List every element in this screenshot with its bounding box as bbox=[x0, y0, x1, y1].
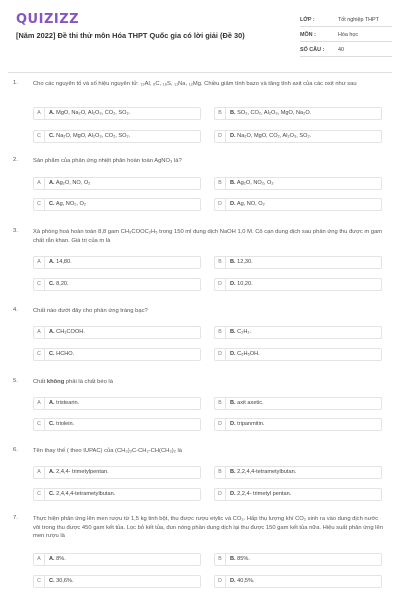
option-prefix: C. bbox=[49, 201, 55, 207]
option-prefix: D. bbox=[230, 351, 236, 357]
option-prefix: A. bbox=[49, 469, 55, 475]
option-letter: A bbox=[34, 108, 45, 119]
option-b[interactable] bbox=[214, 256, 382, 269]
option-prefix: C. bbox=[49, 281, 55, 287]
option-letter: C bbox=[34, 576, 45, 587]
option-letter: D bbox=[215, 279, 226, 290]
question-text-before: Chất bbox=[33, 379, 47, 385]
option-a[interactable] bbox=[33, 177, 201, 190]
meta-count-row bbox=[300, 43, 392, 57]
option-d[interactable] bbox=[214, 130, 382, 143]
option-c[interactable] bbox=[33, 418, 201, 431]
option-prefix: A. bbox=[49, 259, 55, 265]
meta-count-key: SỐ CÂU : bbox=[300, 47, 325, 53]
option-letter: D bbox=[215, 576, 226, 587]
question-text: Xà phòng hoá hoàn toàn 8,8 gam CH₃COOC₂H₅ trong 150 ml dung dịch NaOH 1,0 M. Cô cạn dung dịch sau phản ứng thu được m gam chất rắn khan. Giá trị của m là bbox=[33, 229, 383, 244]
option-c[interactable] bbox=[33, 348, 201, 361]
option-c[interactable] bbox=[33, 488, 201, 501]
meta-class-key: LỚP : bbox=[300, 17, 315, 23]
option-b[interactable] bbox=[214, 177, 382, 190]
option-text: 12,30. bbox=[237, 259, 253, 265]
option-b[interactable] bbox=[214, 326, 382, 339]
option-text: C₂H₂. bbox=[237, 329, 252, 335]
option-letter: A bbox=[34, 257, 45, 268]
meta-subject-value: Hóa học bbox=[338, 32, 359, 38]
option-text: 85%. bbox=[237, 556, 250, 562]
option-prefix: C. bbox=[49, 421, 55, 427]
option-c[interactable] bbox=[33, 278, 201, 291]
option-letter: B bbox=[215, 257, 226, 268]
option-prefix: A. bbox=[49, 400, 55, 406]
option-prefix: A. bbox=[49, 110, 55, 116]
option-letter: D bbox=[215, 131, 226, 142]
option-text: 2,2,4- trimetyl pentan. bbox=[237, 491, 292, 497]
option-text: 8,20. bbox=[56, 281, 69, 287]
option-prefix: A. bbox=[49, 556, 55, 562]
option-b[interactable] bbox=[214, 107, 382, 120]
option-d[interactable] bbox=[214, 198, 382, 211]
option-letter: C bbox=[34, 489, 45, 500]
option-text: Na₂O, MgO, Al₂O₃, CO₂, SO₂. bbox=[56, 133, 131, 139]
meta-count-value: 40 bbox=[338, 47, 344, 53]
question-text: Tên thay thế ( theo IUPAC) của (CH₃)₃C-CH₂-CH(CH₃)₂ là bbox=[33, 448, 183, 454]
option-text: Ag, NO₂, O₂ bbox=[55, 201, 86, 207]
question-number: 1. bbox=[13, 80, 18, 86]
question-number: 6. bbox=[13, 447, 18, 453]
option-prefix: B. bbox=[230, 180, 236, 186]
option-b[interactable] bbox=[214, 397, 382, 410]
question-text: Thực hiện phản ứng lên men rượu từ 1,5 kg tinh bột, thu được rượu etylic và CO₂. Hấp thụ lượng khí CO₂ sinh ra vào dung dịch nước vôi trong thu được 450 gam kết tủa. Lọc bỏ kết tủa, đun nóng phần dung dịch lại thu được 150 gam kết tủa nữa. Hiệu suất phản ứng lên men rượu là bbox=[33, 516, 383, 540]
option-d[interactable] bbox=[214, 488, 382, 501]
question-number: 7. bbox=[13, 515, 18, 521]
meta-subject-row bbox=[300, 28, 392, 42]
option-letter: B bbox=[215, 178, 226, 189]
option-text: Na₂O, MgO, CO₂, Al₂O₃, SO₂. bbox=[237, 133, 312, 139]
option-text: 8%. bbox=[56, 556, 66, 562]
option-a[interactable] bbox=[33, 256, 201, 269]
option-letter: D bbox=[215, 419, 226, 430]
question-text-emphasis: không bbox=[46, 379, 65, 385]
question-number: 2. bbox=[13, 157, 18, 163]
option-letter: C bbox=[34, 131, 45, 142]
option-prefix: B. bbox=[230, 400, 236, 406]
option-b[interactable] bbox=[214, 553, 382, 566]
option-prefix: B. bbox=[230, 110, 236, 116]
option-text: 30,6%. bbox=[56, 578, 74, 584]
option-prefix: A. bbox=[49, 329, 55, 335]
option-letter: C bbox=[34, 199, 45, 210]
option-text: Ag, NO, O₂ bbox=[236, 201, 265, 207]
option-text: C₆H₅OH. bbox=[237, 351, 260, 357]
option-letter: A bbox=[34, 398, 45, 409]
option-letter: C bbox=[34, 349, 45, 360]
option-letter: C bbox=[34, 279, 45, 290]
option-letter: D bbox=[215, 489, 226, 500]
option-prefix: D. bbox=[230, 578, 236, 584]
worksheet-header bbox=[0, 0, 400, 74]
option-text: tripanmitin. bbox=[237, 421, 265, 427]
question-text: Cho các nguyên tố và số hiệu nguyên tử: ₁₃Al, ₆C, ₁₆S, ₁₁Na, ₁₂Mg. Chiều giảm tính bazo và tăng tính axit của các oxit như sau bbox=[33, 81, 357, 87]
option-letter: B bbox=[215, 398, 226, 409]
option-a[interactable] bbox=[33, 553, 201, 566]
option-text: 2,2,4,4-tetrametylbutan. bbox=[237, 469, 297, 475]
option-letter: C bbox=[34, 419, 45, 430]
option-text: 2,4,4,4-tetrametylbutan. bbox=[56, 491, 116, 497]
meta-class-row bbox=[300, 13, 392, 27]
option-c[interactable] bbox=[33, 130, 201, 143]
option-prefix: A. bbox=[49, 180, 55, 186]
option-prefix: B. bbox=[230, 259, 236, 265]
option-letter: A bbox=[34, 178, 45, 189]
option-letter: A bbox=[34, 327, 45, 338]
option-a[interactable] bbox=[33, 466, 201, 479]
header-divider bbox=[8, 72, 392, 73]
option-text: triolein. bbox=[56, 421, 75, 427]
option-b[interactable] bbox=[214, 466, 382, 479]
option-prefix: D. bbox=[230, 421, 236, 427]
option-letter: B bbox=[215, 554, 226, 565]
page-title: [Năm 2022] Đề thi thử môn Hóa THPT Quốc gia có lời giải (Đề 30) bbox=[16, 31, 245, 40]
option-d[interactable] bbox=[214, 348, 382, 361]
option-prefix: D. bbox=[230, 281, 236, 287]
option-letter: B bbox=[215, 467, 226, 478]
option-letter: A bbox=[34, 554, 45, 565]
question-text: Sản phẩm của phản ứng nhiệt phân hoàn toàn AgNO₃ là? bbox=[33, 158, 182, 164]
question-number: 3. bbox=[13, 228, 18, 234]
question-text bbox=[33, 378, 383, 387]
option-text: tristearin. bbox=[56, 400, 80, 406]
option-prefix: D. bbox=[230, 491, 236, 497]
option-a[interactable] bbox=[33, 397, 201, 410]
option-prefix: C. bbox=[49, 133, 55, 139]
option-text: 10,20. bbox=[237, 281, 253, 287]
option-prefix: D. bbox=[230, 133, 236, 139]
quizizz-logo: QUIZIZZ bbox=[16, 12, 80, 27]
option-prefix: C. bbox=[49, 578, 55, 584]
option-text: HCHO. bbox=[56, 351, 75, 357]
question-text-after: phải là chất béo là bbox=[64, 379, 113, 385]
option-text: Ag₂O, NO₂, O₂ bbox=[236, 180, 274, 186]
option-d[interactable] bbox=[214, 278, 382, 291]
option-d[interactable] bbox=[214, 575, 382, 588]
option-text: 14,80. bbox=[56, 259, 72, 265]
option-text: MgO, Na₂O, Al₂O₃, CO₂, SO₂. bbox=[56, 110, 131, 116]
option-text: axit axetic. bbox=[237, 400, 264, 406]
option-prefix: B. bbox=[230, 556, 236, 562]
option-a[interactable] bbox=[33, 107, 201, 120]
option-text: CH₃COOH. bbox=[56, 329, 85, 335]
option-d[interactable] bbox=[214, 418, 382, 431]
option-letter: D bbox=[215, 349, 226, 360]
question-text: Chất nào dưới đây cho phản ứng tráng bạc? bbox=[33, 308, 148, 314]
option-letter: A bbox=[34, 467, 45, 478]
option-letter: D bbox=[215, 199, 226, 210]
meta-class-value: Tốt nghiệp THPT bbox=[338, 17, 379, 23]
option-c[interactable] bbox=[33, 575, 201, 588]
option-text: Ag₂O, NO, O₂ bbox=[55, 180, 91, 186]
option-prefix: B. bbox=[230, 329, 236, 335]
option-text: SO₂, CO₂, Al₂O₃, MgO, Na₂O. bbox=[237, 110, 312, 116]
option-text: 40,5%. bbox=[237, 578, 255, 584]
option-prefix: B. bbox=[230, 469, 236, 475]
option-c[interactable] bbox=[33, 198, 201, 211]
option-letter: B bbox=[215, 108, 226, 119]
option-a[interactable] bbox=[33, 326, 201, 339]
meta-subject-key: MÔN : bbox=[300, 32, 316, 38]
option-text: 2,4,4- trimetylpentan. bbox=[56, 469, 109, 475]
option-prefix: C. bbox=[49, 351, 55, 357]
option-prefix: D. bbox=[230, 201, 236, 207]
option-prefix: C. bbox=[49, 491, 55, 497]
question-number: 5. bbox=[13, 378, 18, 384]
question-number: 4. bbox=[13, 307, 18, 313]
option-letter: B bbox=[215, 327, 226, 338]
